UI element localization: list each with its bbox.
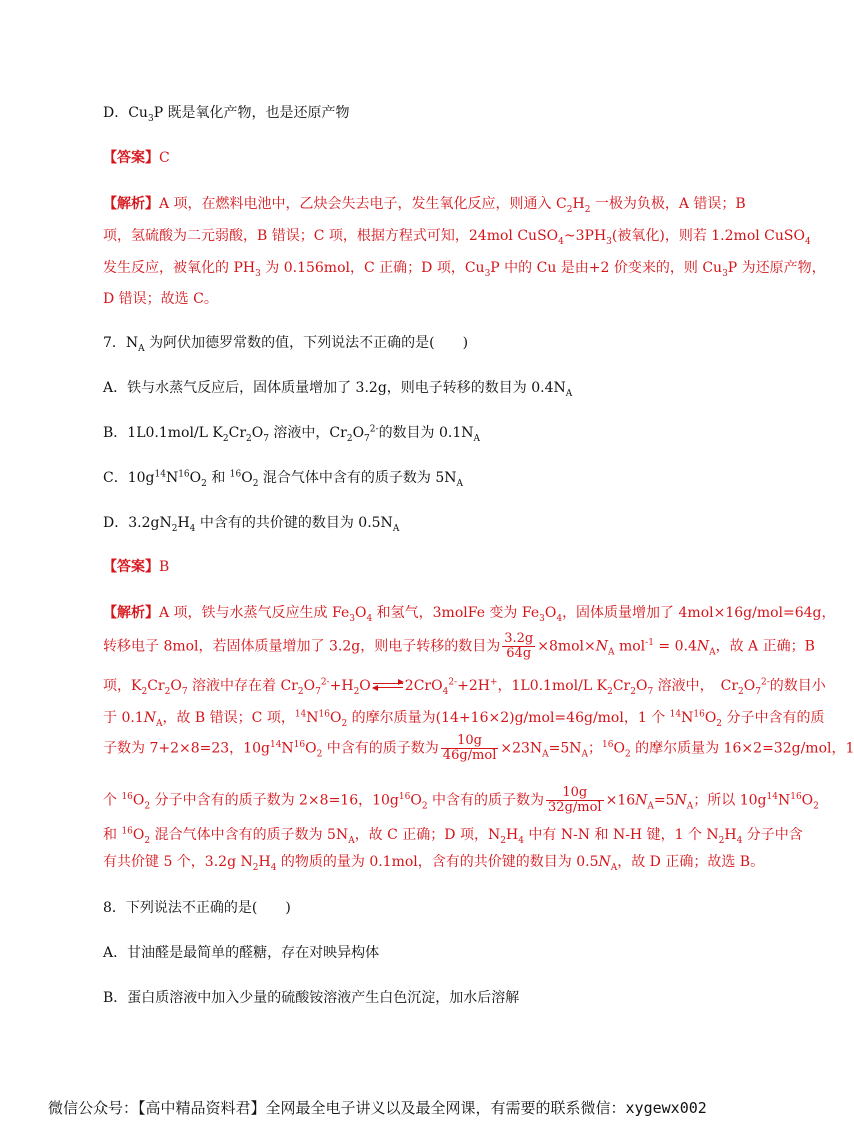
q6-analysis-line-1: 【解析】A 项，在燃料电池中，乙炔会失去电子，发生氧化反应，则通入 $C_2H_2$ 一极为负极，A 错误；B — [103, 196, 746, 215]
fraction-10g-over-46g-mol: $\frac{10g}{\text{46g/mol}}$ — [442, 733, 497, 763]
analysis-label: 【解析】 — [103, 196, 159, 212]
q6-analysis-line-3: 发生反应，被氧化的 $PH_3$ 为 0.156mol，C 正确；D 项，$Cu_3P$ 中的 Cu 是由+2 价变来的，则 $Cu_3P$ 为还原产物， — [103, 260, 826, 279]
fraction-3-2g-over-64g: $\frac{3.2g}{64g}$ — [504, 631, 534, 661]
q7-analysis-line-8: 有共价键 5 个，3.2g $N_2H_4$ 的物质的量为 0.1mol，含有的共价键的数目为 $0.5N_A$，故 D 正确；故选 B。 — [103, 854, 765, 873]
q6-option-d: D．$Cu_3P$ 既是氧化产物，也是还原产物 — [103, 105, 350, 124]
q8-option-a: A．甘油醛是最简单的醛糖，存在对映异构体 — [103, 945, 380, 961]
analysis-label: 【解析】 — [103, 605, 159, 621]
q6-answer — [103, 148, 170, 168]
equilibrium-arrow-icon — [373, 681, 403, 691]
q8-stem: 8．下列说法不正确的是( ) — [103, 900, 291, 916]
q7-analysis-line-3: 项，$K_2Cr_2O_7$ 溶液中存在着 $Cr_2O_7^{2-}+H_2O$ 2CrO$_4^{2-}$+2H+，1L0.1mol/L $K_2Cr_2O_7$ 溶液中， $Cr_2O_7^{2-}$的数目小 — [103, 677, 826, 697]
answer-label: 【答案】 — [103, 559, 159, 575]
q7-analysis-line-1: 【解析】A 项，铁与水蒸气反应生成 $Fe_3O_4$ 和氢气，3molFe 变为 $Fe_3O_4$，固体质量增加了 4mol×16g/mol=64g， — [103, 605, 836, 624]
q8-option-b: B．蛋白质溶液中加入少量的硫酸铵溶液产生白色沉淀，加水后溶解 — [103, 990, 520, 1006]
q7-analysis-line-2: 转移电子 8mol，若固体质量增加了 3.2g，则电子转移的数目为 $\frac{3.2g}{64g}$ $\times 8mol\times N_A$ $mol^{-1} = 0.4N_A$，故 A 正确；B — [103, 631, 815, 661]
q7-option-d: D．$3.2gN_2H_4$ 中含有的共价键的数目为 $0.5N_A$ — [103, 515, 400, 534]
q7-option-b: B．1L0.1mol/L $K_2Cr_2O_7$ 溶液中，$Cr_2O_7^{2-}$的数目为 $0.1N_A$ — [103, 424, 481, 444]
q7-analysis-line-6: 个 $^{16}O_2$ 分子中含有的质子数为 2×8=16，$10g^{16}O_2$ 中含有的质子数为 $\frac{10g}{\text{32g/mol}}$ $\times 16N_A=5N_A$；所以 $10g^{14}N^{16}O_2$ — [103, 785, 819, 815]
q7-option-c: C．$10g^{14}N^{16}O_2$ 和 $^{16}O_2$ 混合气体中含有的质子数为 $5N_A$ — [103, 469, 464, 489]
footer-wechat-notice — [48, 1097, 707, 1118]
q7-analysis-line-4: 于 $0.1N_A$，故 B 错误；C 项，$^{14}N^{16}O_2$ 的摩尔质量为(14+16×2)g/mol=46g/mol，1 个 $^{14}N^{16}O_2$ 分子中含有的质 — [103, 709, 825, 729]
answer-value: B — [159, 559, 170, 575]
wechat-id: xygewx002 — [625, 1099, 707, 1117]
q7-answer — [103, 557, 169, 577]
answer-value: C — [159, 150, 170, 166]
q6-analysis-line-4: D 错误；故选 C。 — [103, 291, 218, 307]
answer-label: 【答案】 — [103, 150, 159, 166]
q7-option-a: A．铁与水蒸气反应后，固体质量增加了 3.2g，则电子转移的数目为 $0.4N_A$ — [103, 380, 573, 399]
q7-analysis-line-5: 子数为 7+2×8=23，$10g^{14}N^{16}O_2$ 中含有的质子数为 $\frac{10g}{\text{46g/mol}}$ $\times 23N_A=5N_A$；$^{16}O_2$ 的摩尔质量为 16×2=32g/mol，1 — [103, 733, 854, 763]
fraction-10g-over-32g-mol: $\frac{10g}{\text{32g/mol}}$ — [548, 785, 602, 815]
footer-text: 微信公众号：【高中精品资料君】全网最全电子讲义以及最全网课，有需要的联系微信： — [48, 1099, 626, 1117]
q7-stem: 7．$N_A$ 为阿伏加德罗常数的值，下列说法不正确的是( ) — [103, 335, 469, 354]
q7-analysis-line-7: 和 $^{16}O_2$ 混合气体中含有的质子数为 $5N_A$，故 C 正确；D 项，$N_2H_4$ 中有 N-N 和 N-H 键，1 个 $N_2H_4$ 分子中含 — [103, 826, 803, 846]
q6-analysis-line-2: 项，氢硫酸为二元弱酸，B 错误；C 项，根据方程式可知，24mol $CuSO_4\sim 3PH_3$(被氧化)，则若 1.2mol CuSO$_4$ — [103, 228, 811, 247]
